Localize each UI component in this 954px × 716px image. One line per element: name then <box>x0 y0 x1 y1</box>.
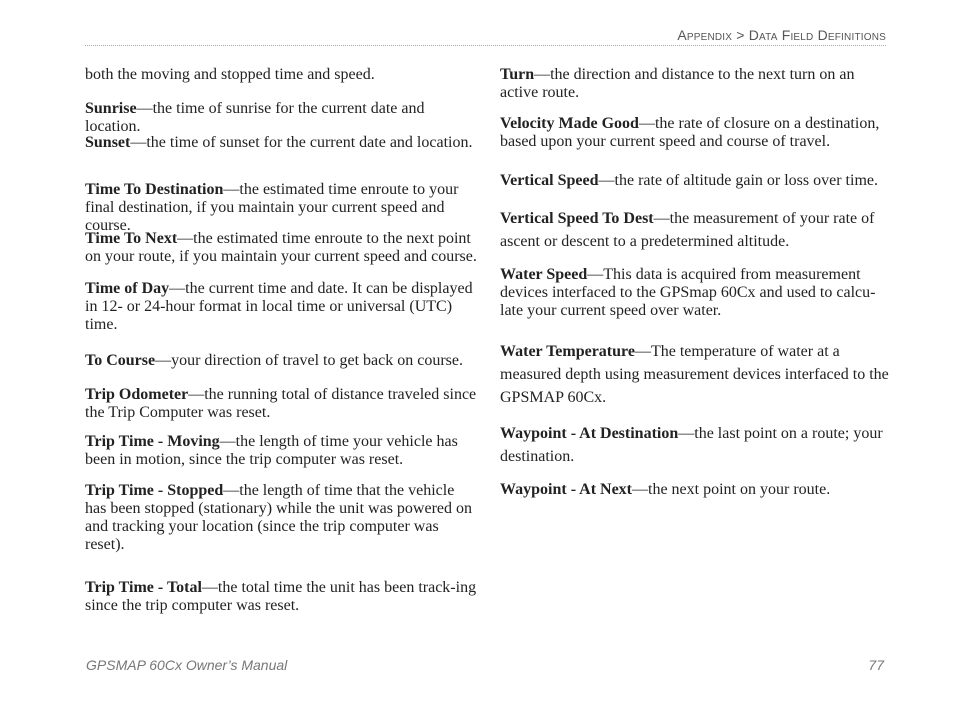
definition-term: Turn <box>500 66 535 83</box>
definition-text: —the last point on a route; your destination. <box>500 425 883 465</box>
definition-entry <box>500 422 892 468</box>
definition-term: Waypoint - At Destination <box>500 425 679 442</box>
header-separator: > <box>736 27 745 43</box>
definition-text: —the length of time that the vehicle has been stopped (stationary) while the unit was powered on and tracking your location (since the trip computer was reset). <box>85 482 473 553</box>
definition-term: To Course <box>85 352 156 369</box>
definition-entry <box>85 482 477 554</box>
running-header <box>677 27 886 43</box>
definition-entry <box>85 386 477 422</box>
definition-entry <box>85 230 477 266</box>
definition-entry <box>500 340 892 409</box>
definition-text: —The temperature of water at a measured depth using measurement devices interfaced to the GPSMAP 60Cx. <box>500 343 889 406</box>
definition-text: —your direction of travel to get back on course. <box>155 352 463 369</box>
definition-entry <box>85 280 477 334</box>
definition-entry <box>85 433 477 469</box>
definition-term: Time of Day <box>85 280 170 297</box>
definition-entry <box>85 579 477 615</box>
definition-entry <box>500 266 892 320</box>
definition-entry <box>500 66 892 102</box>
definition-text: —the total time the unit has been track-ing since the trip computer was reset. <box>85 579 477 614</box>
definition-term: Water Temperature <box>500 343 635 360</box>
definition-text: —the current time and date. It can be displayed in 12- or 24-hour format in local time or universal (UTC) time. <box>85 280 473 333</box>
definition-text: —This data is acquired from measurement devices interfaced to the GPSmap 60Cx and used to calcu-late your current speed over water. <box>500 266 876 319</box>
header-section: Appendix <box>677 27 733 43</box>
definition-text: —the direction and distance to the next turn on an active route. <box>500 66 855 101</box>
definition-entry <box>85 134 477 152</box>
definition-entry <box>500 207 892 253</box>
definition-text: —the time of sunrise for the current date and location. <box>85 100 425 135</box>
definition-text: —the estimated time enroute to your final destination, if you maintain your current speed and course. <box>85 181 459 234</box>
definition-text: —the next point on your route. <box>632 481 831 498</box>
definition-term: Trip Time - Stopped <box>85 482 224 499</box>
definition-term: Vertical Speed To Dest <box>500 210 654 227</box>
definition-text: —the rate of closure on a destination, based upon your current speed and course of travel. <box>500 115 880 150</box>
definition-term: Water Speed <box>500 266 588 283</box>
definition-term: Time To Destination <box>85 181 224 198</box>
definition-text: both the moving and stopped time and speed. <box>85 66 375 83</box>
definition-entry <box>500 115 892 151</box>
definition-term: Trip Time - Total <box>85 579 202 596</box>
header-title: Data Field Definitions <box>748 27 886 43</box>
definition-term: Time To Next <box>85 230 178 247</box>
definition-term: Vertical Speed <box>500 172 599 189</box>
definition-text: —the measurement of your rate of ascent or descent to a predetermined altitude. <box>500 210 875 250</box>
manual-title: GPSMAP 60Cx Owner’s Manual <box>86 657 288 673</box>
page-number: 77 <box>868 657 884 673</box>
definition-term: Trip Time - Moving <box>85 433 220 450</box>
definition-term: Trip Odometer <box>85 386 189 403</box>
definition-term: Velocity Made Good <box>500 115 639 132</box>
definition-entry <box>85 100 477 136</box>
definition-term: Waypoint - At Next <box>500 481 632 498</box>
definition-text: —the estimated time enroute to the next point on your route, if you maintain your current speed and course. <box>85 230 477 265</box>
definition-entry <box>85 181 477 235</box>
definition-text: —the rate of altitude gain or loss over time. <box>598 172 878 189</box>
definition-entry <box>500 172 892 190</box>
definition-text: —the length of time your vehicle has been in motion, since the trip computer was reset. <box>85 433 458 468</box>
definition-entry <box>500 481 892 499</box>
definition-term: Sunrise <box>85 100 137 117</box>
definition-text: —the time of sunset for the current date and location. <box>130 134 473 151</box>
definition-text: —the running total of distance traveled since the Trip Computer was reset. <box>85 386 477 421</box>
definition-term: Sunset <box>85 134 131 151</box>
header-divider <box>85 45 886 46</box>
definition-entry <box>85 66 477 84</box>
definition-entry <box>85 352 477 370</box>
